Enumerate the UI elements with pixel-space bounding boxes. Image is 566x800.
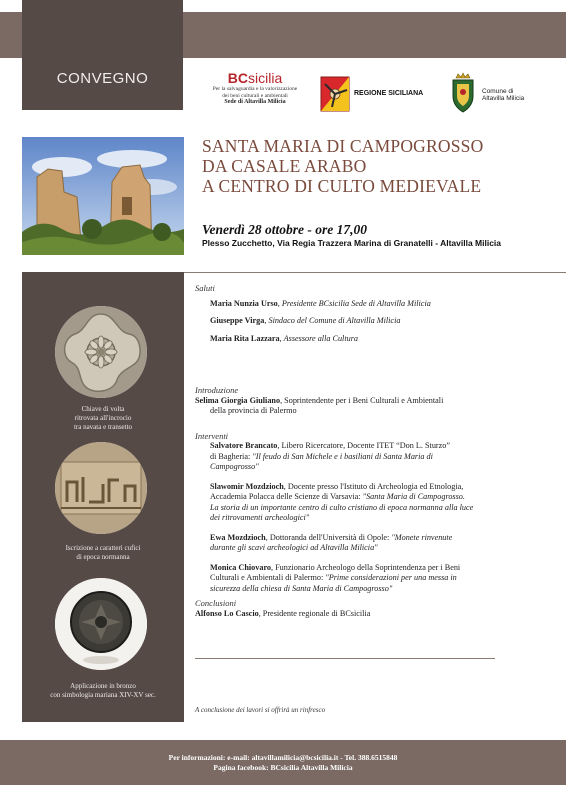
intervento-3: Ewa Mozdzioch, Dottoranda dell'Università di Opole: "Monete rinvenute durante gli scavi archeologici ad Altavilla Milicia" — [210, 532, 453, 552]
program-divider — [195, 658, 495, 659]
saluti-item: Giuseppe Virga, Sindaco del Comune di Altavilla Milicia — [210, 316, 401, 325]
keystone-image — [55, 306, 147, 398]
bcsicilia-subtitle-2: dei beni culturali e ambientali — [222, 92, 288, 99]
comune-label: Comune di Altavilla Milicia — [482, 88, 525, 102]
bcsicilia-logo — [200, 70, 310, 105]
intervento-4: Monica Chiovaro, Funzionario Archeologo della Soprintendenza per i Beni Culturali e Ambientali di Palermo: "Prime considerazioni per una messa in sicurezza della chiesa di Santa Maria di Campogrosso" — [210, 562, 461, 593]
saluti-item: Maria Rita Lazzara, Assessore alla Cultura — [210, 333, 358, 343]
intervento-2: Slawomir Mozdzioch, Docente presso l'Istituto di Archeologia ed Etnologia, Accademia Polacca delle Scienze di Varsavia: "Santa Maria di Campogrosso. La storia di un importante centro di culto cristiano di epoca normanna alla luce dei ritrovamenti archeologici" — [210, 481, 474, 522]
intro-title: Introduzione — [195, 385, 239, 395]
footer — [0, 740, 566, 785]
footer-facebook: Pagina facebook: BCsicilia Altavilla Milicia — [213, 763, 353, 772]
bronze-applique-image — [55, 578, 147, 670]
bcsicilia-logo-name: BCsicilia — [227, 70, 283, 86]
intervento-1: Salvatore Brancato, Libero Ricercatore, Docente ITET “Don L. Sturzo” di Bagheria: "Il feudo di San Michele e i basiliani di Santa Maria di Campogrosso" — [210, 441, 451, 471]
intro-item-cont: della provincia di Palermo — [210, 406, 297, 415]
ruins-photo — [22, 137, 184, 255]
conclusioni-title: Conclusioni — [195, 598, 237, 608]
keystone-caption: Chiave di volta ritrovata all'incrocio tra navata e transetto — [73, 405, 133, 431]
ruins-photo-image — [22, 137, 184, 255]
left-image-panel — [22, 272, 184, 722]
bronze-applique-icon — [55, 578, 147, 670]
intro-item: Selima Giorgia Giuliano, Soprintendente per i Beni Culturali e Ambientali — [195, 395, 444, 405]
conclusioni-item: Alfonso Lo Cascio, Presidente regionale di BCsicilia — [195, 608, 371, 618]
regione-siciliana-logo — [320, 74, 430, 114]
header-block — [22, 0, 183, 110]
bcsicilia-sede: Sede di Altavilla Milicia — [224, 99, 286, 105]
bronze-caption: Applicazione in bronzo con simbologia mariana XIV-XV sec. — [50, 682, 156, 699]
bcsicilia-subtitle-1: Per la salvaguardia e la valorizzazione — [212, 86, 298, 92]
comune-crest-icon — [448, 72, 478, 114]
kufic-caption: Iscrizione a caratteri cufici di epoca normanna — [65, 544, 141, 561]
kufic-inscription-image — [55, 442, 147, 534]
closing-note: A conclusione dei lavori si offrirà un rinfresco — [195, 706, 326, 714]
logos-row — [200, 70, 550, 120]
kufic-inscription-icon — [55, 442, 147, 534]
keystone-rosette-icon — [55, 306, 147, 398]
regione-label: REGIONE SICILIANA — [354, 90, 424, 97]
saluti-title: Saluti — [195, 283, 215, 293]
section-divider — [184, 272, 566, 273]
saluti-item: Maria Nunzia Urso, Presidente BCsicilia Sede di Altavilla Milicia — [210, 298, 431, 308]
event-title: SANTA MARIA DI CAMPOGROSSO DA CASALE ARABO A CENTRO DI CULTO MEDIEVALE — [202, 136, 484, 196]
event-place: Plesso Zucchetto, Via Regia Trazzera Marina di Granatelli - Altavilla Milicia — [202, 238, 502, 248]
trinacria-icon — [320, 76, 350, 112]
convegno-label: CONVEGNO — [56, 70, 149, 87]
comune-logo — [448, 72, 548, 114]
program — [195, 283, 545, 619]
event-date: Venerdì 28 ottobre - ore 17,00 — [202, 222, 367, 237]
footer-contacts: Per informazioni: e-mail: altavillamilicia@bcsicilia.it - Tel. 388.6515848 — [168, 753, 398, 762]
interventi-title: Interventi — [195, 430, 229, 441]
